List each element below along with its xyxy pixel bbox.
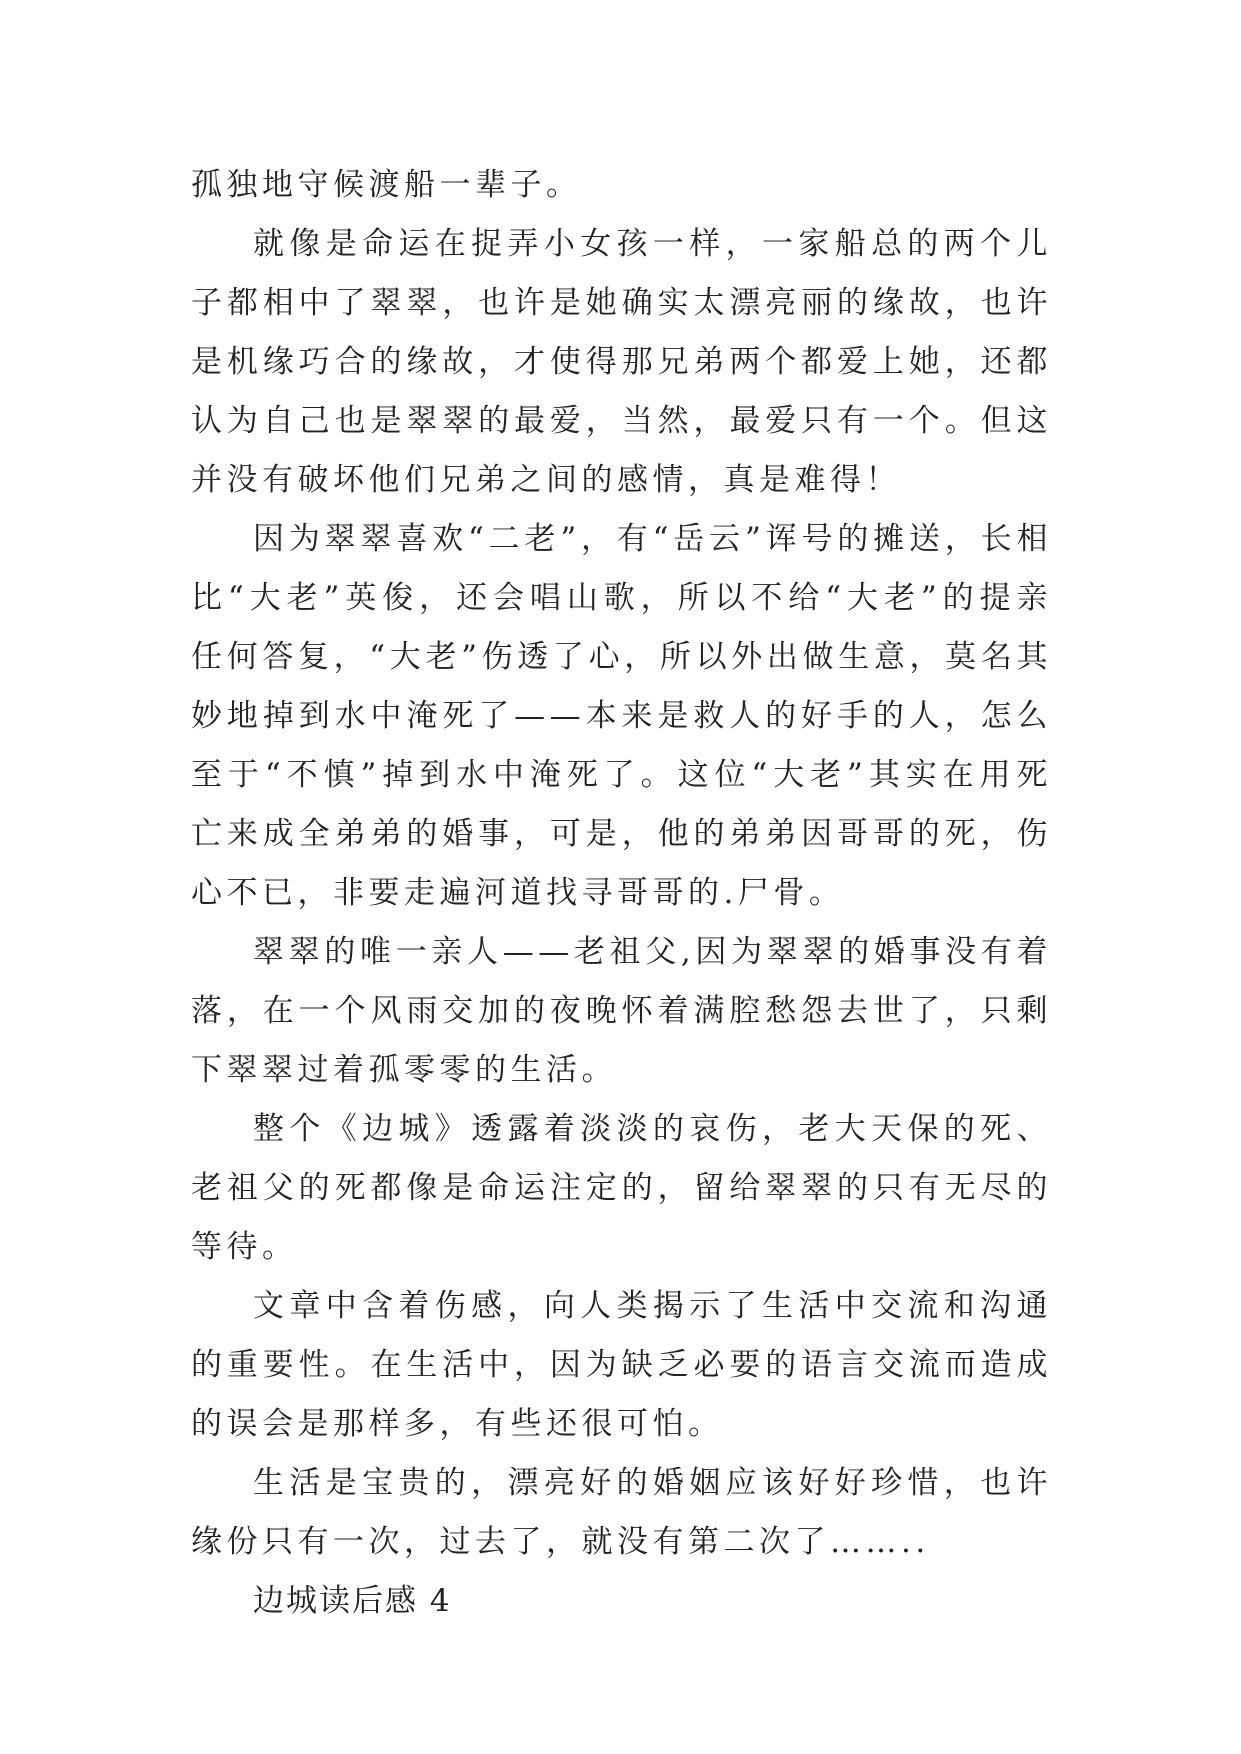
paragraph-elder-brother: 因为翠翠喜欢“二老”，有“岳云”诨号的摊送，长相比“大老”英俊，还会唱山歌，所以不给“大老”的提亲任何答复，“大老”伤透了心，所以外出做生意，莫名其妙地掉到水中淹死了——本来是救人的好手的人，怎么至于“不慎”掉到水中淹死了。这位“大老”其实在用死亡来成全弟弟的婚事，可是，他的弟弟因哥哥的死，伤心不已，非要走遍河道找寻哥哥的.尸骨。 bbox=[191, 521, 1052, 911]
paragraph-sorrow: 整个《边城》透露着淡淡的哀伤，老大天保的死、老祖父的死都像是命运注定的，留给翠翠的只有无尽的等待。 bbox=[191, 1111, 1052, 1265]
section-heading: 边城读后感 4 bbox=[253, 1583, 452, 1619]
paragraph-communication: 文章中含着伤感，向人类揭示了生活中交流和沟通的重要性。在生活中，因为缺乏必要的语言交流而造成的误会是那样多，有些还很可怕。 bbox=[191, 1288, 1052, 1442]
paragraph-cherish: 生活是宝贵的，漂亮好的婚姻应该好好珍惜，也许缘份只有一次，过去了，就没有第二次了…….. bbox=[191, 1465, 1052, 1560]
paragraph-continuation: 孤独地守候渡船一辈子。 bbox=[191, 167, 582, 203]
paragraph-brothers: 就像是命运在捉弄小女孩一样，一家船总的两个儿子都相中了翠翠，也许是她确实太漂亮丽的缘故，也许是机缘巧合的缘故，才使得那兄弟两个都爱上她，还都认为自己也是翠翠的最爱，当然，最爱只有一个。但这并没有破坏他们兄弟之间的感情，真是难得！ bbox=[191, 226, 1052, 498]
document-body bbox=[191, 156, 1052, 1631]
paragraph-grandfather: 翠翠的唯一亲人——老祖父,因为翠翠的婚事没有着落，在一个风雨交加的夜晚怀着满腔愁怨去世了，只剩下翠翠过着孤零零的生活。 bbox=[191, 934, 1052, 1088]
